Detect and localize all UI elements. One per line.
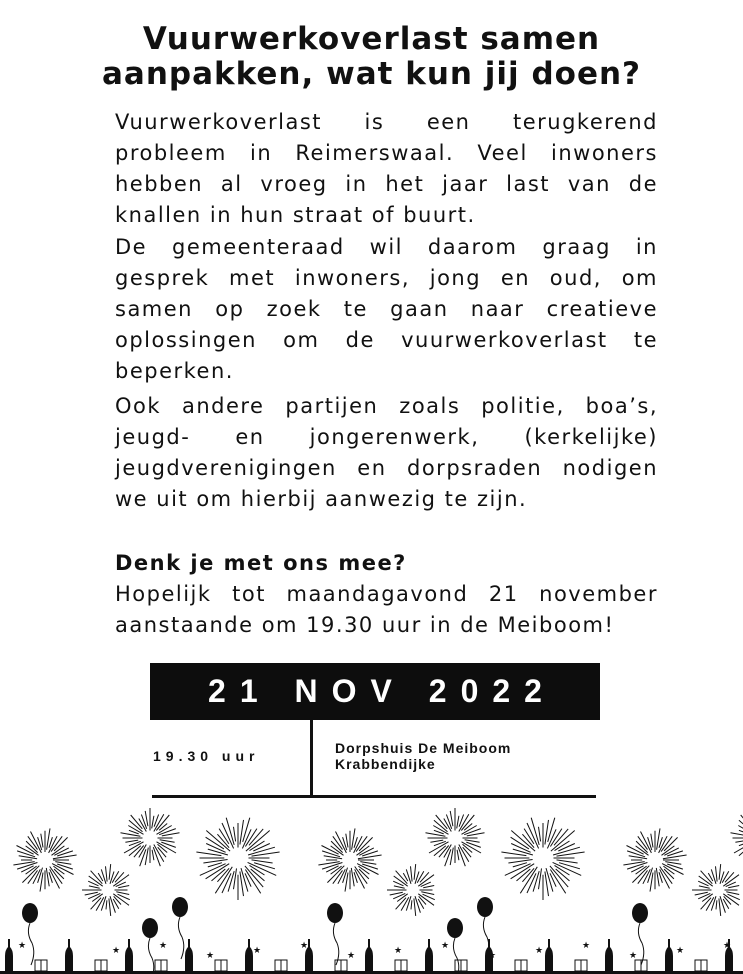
- firework-bursts: [13, 808, 743, 916]
- star-icon: ★: [441, 941, 450, 951]
- venue-town: Krabbendijke: [335, 756, 436, 772]
- star-icon: ★: [582, 941, 591, 951]
- firework-burst-icon: [318, 828, 381, 891]
- champagne-bottle-icon: [185, 939, 193, 974]
- gift-icon: [695, 960, 707, 971]
- star-icon: ★: [159, 941, 168, 951]
- partners-paragraph: Ook andere partijen zoals politie, boa’s, jeugd- en jongerenwerk, (kerkelijke) jeugdverenigingen en dorpsraden nodigen we uit om hierbij aanwezig te zijn.: [115, 394, 658, 511]
- star-icon: ★: [394, 946, 403, 956]
- gift-icon: [395, 960, 407, 971]
- gift-icon: [635, 960, 647, 971]
- firework-burst-icon: [623, 828, 686, 891]
- page-title: Vuurwerkoverlast samen aanpakken, wat kun jij doen?: [101, 21, 642, 92]
- gift-icon: [275, 960, 287, 971]
- gift-icon: [575, 960, 587, 971]
- gift-icon: [35, 960, 47, 971]
- venue-name: Dorpshuis De Meiboom: [335, 740, 512, 756]
- balloon-icon: [327, 903, 343, 965]
- date-banner: [150, 663, 600, 720]
- balloon-icon: [142, 918, 158, 974]
- invitation-paragraph: Hopelijk tot maandagavond 21 november aanstaande om 19.30 uur in de Meiboom!: [115, 582, 658, 637]
- champagne-bottle-icon: [365, 939, 373, 974]
- champagne-bottle-icon: [125, 939, 133, 974]
- star-icon: ★: [629, 951, 638, 961]
- balloon-icon: [172, 897, 188, 959]
- firework-burst-icon: [426, 808, 485, 866]
- firework-burst-icon: [387, 864, 435, 916]
- champagne-bottle-icon: [545, 939, 553, 974]
- firework-burst-icon: [501, 818, 584, 900]
- champagne-bottle-icon: [425, 939, 433, 974]
- party-items: [0, 939, 743, 974]
- star-icon: ★: [723, 941, 732, 951]
- firework-burst-icon: [196, 818, 279, 900]
- event-venue: [335, 740, 511, 772]
- gift-icon: [155, 960, 167, 971]
- firework-burst-icon: [692, 864, 740, 916]
- champagne-bottle-icon: [665, 939, 673, 974]
- champagne-bottle-icon: [5, 939, 13, 974]
- gift-icon: [515, 960, 527, 971]
- champagne-bottle-icon: [245, 939, 253, 974]
- firework-burst-icon: [731, 808, 743, 866]
- champagne-bottle-icon: [605, 939, 613, 974]
- star-icon: ★: [488, 951, 497, 961]
- gift-icon: [455, 960, 467, 971]
- event-time: 19.30 uur: [153, 748, 260, 764]
- vertical-divider: [310, 720, 313, 798]
- horizontal-divider: [152, 795, 596, 798]
- star-icon: ★: [112, 946, 121, 956]
- event-date: 21 NOV 2022: [208, 673, 556, 709]
- balloon-icon: [22, 903, 38, 965]
- star-icon: ★: [206, 951, 215, 961]
- star-icon: ★: [347, 951, 356, 961]
- firework-burst-icon: [121, 808, 180, 866]
- star-icon: ★: [535, 946, 544, 956]
- intro-paragraph: Vuurwerkoverlast is een terugkerend probleem in Reimerswaal. Veel inwoners hebben al vroeg in het jaar last van de knallen in hun straat of buurt.: [115, 110, 658, 227]
- star-icon: ★: [253, 946, 262, 956]
- gift-icon: [95, 960, 107, 971]
- star-icon: ★: [676, 946, 685, 956]
- council-paragraph: De gemeenteraad wil daarom graag in gesprek met inwoners, jong en oud, om samen op zoek te gaan naar creatieve oplossingen om de vuurwerkoverlast te beperken.: [115, 235, 658, 383]
- fireworks-decoration: [0, 800, 743, 974]
- star-icon: ★: [65, 951, 74, 961]
- star-icon: ★: [300, 941, 309, 951]
- gift-icon: [215, 960, 227, 971]
- question-heading: Denk je met ons mee?: [115, 551, 407, 575]
- firework-burst-icon: [82, 864, 130, 916]
- star-icon: ★: [18, 941, 27, 951]
- firework-burst-icon: [13, 828, 76, 891]
